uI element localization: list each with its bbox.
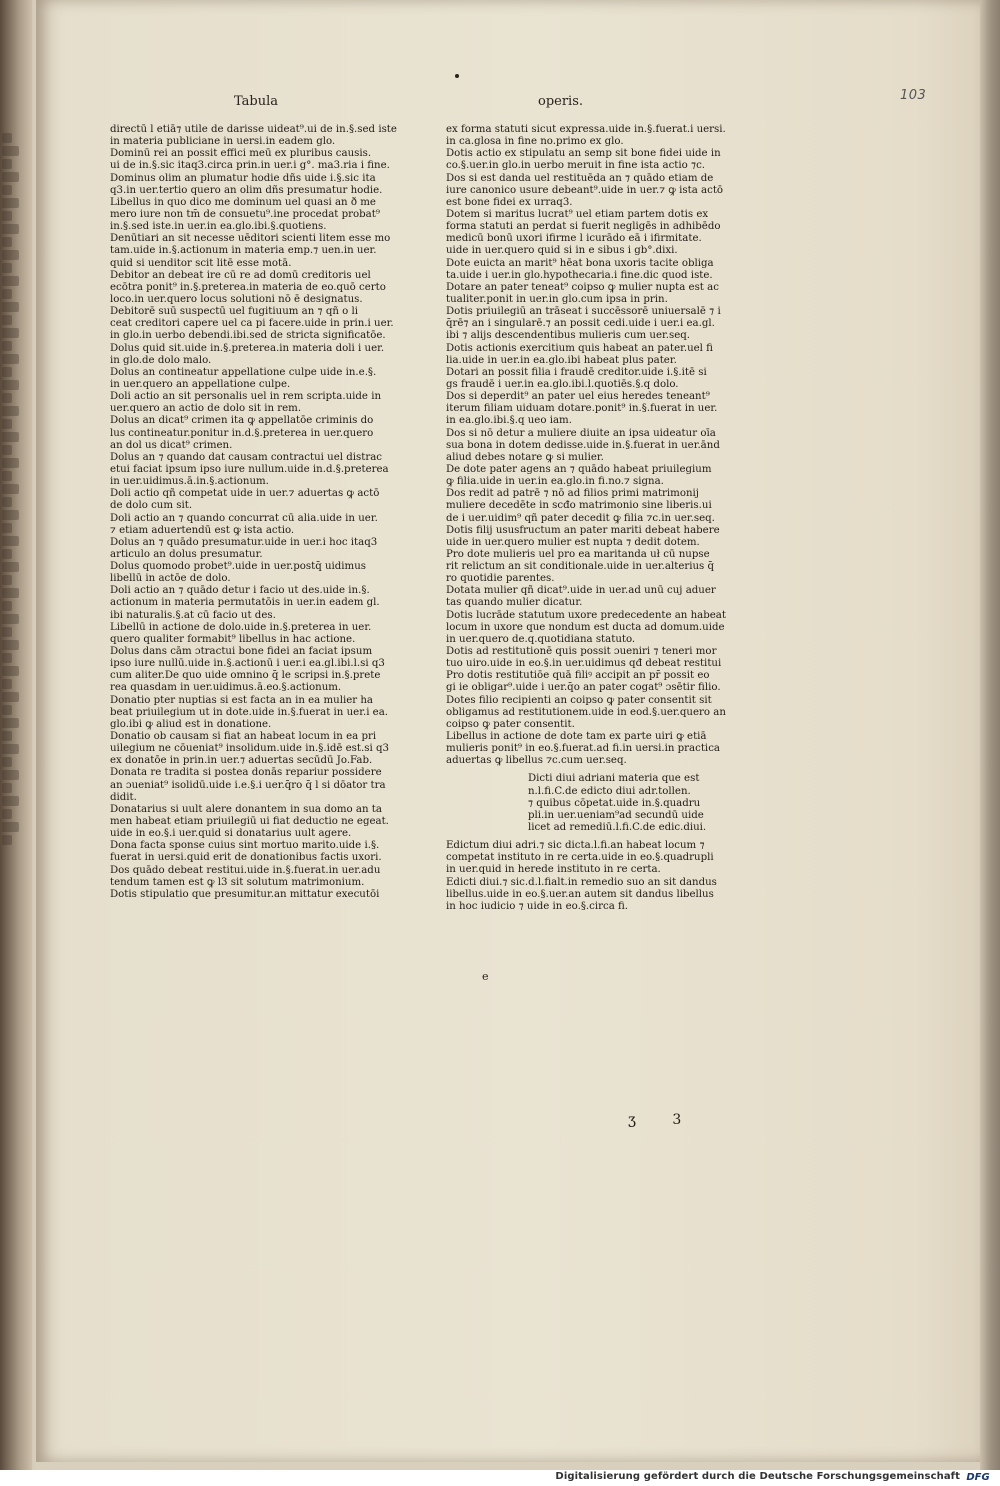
- text-line: uide in eo.§.i uer.quid si donatarius uult agere.: [110, 828, 352, 840]
- text-line: rit relictum an sit conditionale.uide in uer.alterius q̄: [446, 561, 715, 573]
- text-line: ꝙ filia.uide in uer.in ea.glo.in fi.no.⁊ signa.: [446, 476, 664, 488]
- text-line: De dote pater agens an ⁊ quādo habeat priuilegium: [446, 463, 712, 475]
- text-line: in.§.sed iste.in uer.in ea.glo.ibi.§.quotiens.: [110, 221, 327, 233]
- text-line: obligamus ad restitutionem.uide in eod.§.uer.quero an: [446, 706, 726, 718]
- text-line: sua bona in dotem dedisse.uide in.§.fuerat in uer.ānd: [446, 439, 720, 451]
- text-line: pli.in uer.ueniam⁹ad secundū uide: [528, 809, 704, 821]
- text-line: Dominū rei an possit effici meū ex pluribus causis.: [110, 148, 372, 160]
- text-line: cum aliter.De quo uide omnino q̄ le scripsi in.§.prete: [110, 670, 381, 682]
- text-line: glo.ibi ꝙ aliud est in donatione.: [110, 718, 272, 730]
- text-line: de i uer.uidim⁹ qñ pater decedit ꝙ filia ⁊c.in uer.seq.: [446, 512, 715, 524]
- text-line: Dotis ad restitutionē quis possit ɔueniri ⁊ teneri mor: [446, 646, 717, 658]
- folio-number: 103: [900, 88, 927, 103]
- text-line: est bone fidei ex urraq3.: [446, 196, 573, 208]
- text-line: Dicti diui adriani materia que est: [528, 773, 700, 785]
- text-line: uer.quero an actio de dolo sit in rem.: [110, 403, 302, 415]
- text-line: men habeat etiam priuilegiū ui fiat deductio ne egeat.: [110, 816, 389, 828]
- text-line: loco.in uer.quero locus solutioni nō ē designatus.: [110, 293, 363, 305]
- text-line: in hoc iudicio ⁊ uide in eo.§.circa fi.: [446, 900, 629, 912]
- text-line: Donatio pter nuptias si est facta an in ea mulier ha: [110, 694, 373, 706]
- text-line: Dotari an possit filia i fraudē creditor.uide i.§.itē si: [446, 366, 707, 378]
- text-line: quero qualiter formabit⁹ libellus in hac actione.: [110, 633, 356, 645]
- text-line: Pro dote mulieris uel pro ea maritanda uł cū nupse: [446, 548, 710, 560]
- text-line: Dotare an pater teneat⁹ coipso ꝙ mulier nupta est ac: [446, 281, 719, 293]
- text-line: lia.uide in uer.in ea.glo.ibi habeat plus pater.: [446, 354, 677, 366]
- text-line: Dolus an ⁊ quādo presumatur.uide in uer.i hoc itaq3: [110, 536, 378, 548]
- text-line: directū l etiā⁊ utile de darisse uideat⁹.ui de in.§.sed iste: [110, 124, 397, 135]
- left-page-edge: [0, 0, 32, 1470]
- text-line: didit.: [110, 791, 137, 803]
- running-header-left: Tabula: [234, 94, 279, 109]
- text-line: an ɔueniat⁹ isolidū.uide i.e.§.i uer.q̄ro q̄ l si dōator tra: [110, 779, 386, 791]
- text-line: Debitor an debeat ire cū re ad domū creditoris uel: [110, 269, 371, 281]
- text-line: an dol us dicat⁹ crimen.: [110, 439, 233, 451]
- text-line: iure canonico usure debeant⁹.uide in uer.⁊ ꝙ ista actō: [446, 184, 724, 196]
- text-line: medicū bonū uxori ifirme l icurādo eā i ifirmitate.: [446, 233, 702, 245]
- text-line: Dotem si maritus lucrat⁹ uel etiam partem dotis ex: [446, 208, 709, 220]
- text-line: Dotis lucrāde statutum uxore predecedente an habeat: [446, 609, 726, 621]
- text-line: aduertas ꝙ libellus ⁊c.cum uer.seq.: [446, 755, 627, 767]
- text-line: forma statuti an perdat si fuerit negligēs in adhibēdo: [446, 221, 721, 233]
- text-line: iterum filiam uiduam dotare.ponit⁹ in.§.fuerat in uer.: [446, 403, 718, 415]
- text-line: in materia publiciane in uersi.in eadem glo.: [110, 136, 336, 148]
- running-header-right: operis.: [538, 94, 584, 109]
- text-line: Doli actio an ⁊ quando concurrat cū alia.uide in uer.: [110, 512, 378, 524]
- text-line: etui faciat ipsum ipso iure nullum.uide in.d.§.preterea: [110, 463, 389, 475]
- text-line: Dolus an dicat⁹ crimen ita ꝙ appellatōe criminis do: [110, 415, 374, 427]
- text-line: beat priuilegium ut in dote.uide in.§.fuerat in uer.i ea.: [110, 706, 389, 718]
- text-line: in uer.quero an appellatione culpe.: [110, 378, 291, 390]
- right-page-edge: [980, 0, 1000, 1470]
- text-line: Debitorē suū suspectū uel fugitiuum an ⁊ qñ o li: [110, 306, 359, 318]
- text-line: fuerat in uersi.quid erit de donationibus factis uxori.: [110, 852, 382, 864]
- dfg-logo: DFG: [966, 1472, 990, 1483]
- text-line: Denūtiari an sit necesse uēditori scienti litem esse mo: [110, 233, 391, 245]
- text-line: mulieris ponit⁹ in eo.§.fuerat.ad fi.in uersi.in practica: [446, 743, 720, 755]
- text-line: Dominus olim an plumatur hodie dñs uide i.§.sic ita: [110, 172, 376, 184]
- text-line: Dos si nō detur a muliere diuite an ipsa uideatur oīa: [446, 427, 716, 439]
- text-line: Dos quādo debeat restitui.uide in.§.fuerat.in uer.adu: [110, 864, 381, 876]
- right-text-column: [446, 124, 726, 913]
- text-line: de dolo cum sit.: [110, 500, 193, 512]
- text-line: Dos redit ad patrē ⁊ nō ad filios primi matrimonij: [446, 488, 699, 500]
- text-line: Donatio ob causam si fiat an habeat locum in ea pri: [110, 731, 377, 743]
- text-line: Edicti diui.⁊ sic.d.l.fialt.in remedio suo an sit dandus: [446, 876, 717, 888]
- text-line: tam.uide in.§.actionum in materia emp.⁊ uen.in uer.: [110, 245, 377, 257]
- text-line: ui de in.§.sic itaq3.circa prin.in uer.i g°. ma3.ria i fine.: [110, 160, 390, 172]
- text-line: libellus.uide in eo.§.uer.an autem sit dandus libellus: [446, 888, 714, 900]
- text-line: uide in uer.quero quid si in e sibus i gb°.dixi.: [446, 245, 678, 257]
- text-line: Dotes filio recipienti an coipso ꝙ pater consentit sit: [446, 694, 712, 706]
- text-line: actionum in materia permutatōis in uer.in eadem gl.: [110, 597, 380, 609]
- left-text-column: [110, 124, 410, 901]
- text-line: Donatarius si uult alere donantem in sua domo an ta: [110, 803, 382, 815]
- text-line: rea quasdam in uer.uidimus.ā.eo.§.actionum.: [110, 682, 342, 694]
- text-line: mero iure non tm̄ de consuetu⁹.ine procedat probat⁹: [110, 208, 380, 220]
- text-line: Libellus in actione de dote tam ex parte uiri ꝙ etiā: [446, 731, 707, 743]
- text-line: Dotis actio ex stipulatu an semp sit bone fidei uide in: [446, 148, 721, 160]
- text-line: co.§.uer.in glo.in uerbo meruit in fine ista actio ⁊c.: [446, 160, 706, 172]
- text-line: gs fraudē i uer.in ea.glo.ibi.l.quotiēs.§.q dolo.: [446, 378, 679, 390]
- text-line: ro quotidie parentes.: [446, 573, 555, 585]
- text-line: Dotis filij ususfructum an pater mariti debeat habere: [446, 524, 720, 536]
- text-line: Dos si est danda uel restituēda an ⁊ quādo etiam de: [446, 172, 714, 184]
- left-edge-bleed-text: [2, 130, 28, 850]
- text-line: muliere decedēte in scđo matrimonio sine liberis.ui: [446, 500, 712, 512]
- text-line: in glo.in uerbo debendi.ibi.sed de stricta significatōe.: [110, 330, 386, 342]
- text-line: in uer.quero de.q.quotidiana statuto.: [446, 633, 636, 645]
- text-line: ibi naturalis.§.at cū facio ut des.: [110, 609, 276, 621]
- text-line: Dotis priuilegiū an trāseat i succēssorē uniuersalē ⁊ i: [446, 306, 721, 318]
- text-line: ecōtra ponit⁹ in.§.preterea.in materia de eo.quō certo: [110, 281, 386, 293]
- header-dot: [455, 74, 459, 78]
- text-line: competat instituto in re certa.uide in eo.§.quadrupli: [446, 852, 714, 864]
- text-line: tendum tamen est ꝙ l3 sit solutum matrimonium.: [110, 876, 365, 888]
- text-line: ⁊ etiam aduertendū est ꝙ ista actio.: [110, 524, 295, 536]
- text-line: quid si uenditor scit litē esse motā.: [110, 257, 292, 269]
- text-line: tualiter.ponit in uer.in glo.cum ipsa in prin.: [446, 293, 668, 305]
- text-line: in glo.de dolo malo.: [110, 354, 212, 366]
- text-line: Dolus an contineatur appellatione culpe uide in.e.§.: [110, 366, 377, 378]
- footer-credit: Digitalisierung gefördert durch die Deutsche Forschungsgemeinschaft: [555, 1471, 960, 1482]
- text-line: Pro dotis restitutiōe quā filiꝰ accipit an pr̄ possit eo: [446, 670, 710, 682]
- text-line: lus contineatur.ponitur in.d.§.preterea in uer.quero: [110, 427, 374, 439]
- text-line: Dolus quid sit.uide in.§.preterea.in materia doli i uer.: [110, 342, 385, 354]
- text-line: Doli actio an sit personalis uel in rem scripta.uide in: [110, 391, 382, 403]
- text-line: ta.uide i uer.in glo.hypothecaria.i fine.dic quod iste.: [446, 269, 713, 281]
- text-line: licet ad remediū.l.fi.C.de edic.diui.: [528, 822, 707, 834]
- text-line: Dotis stipulatio que presumitur.an mittatur executōi: [110, 888, 380, 900]
- text-line: libellū in actōe de dolo.: [110, 573, 231, 585]
- text-line: q3.in uer.tertio quero an olim dñs presumatur hodie.: [110, 184, 383, 196]
- text-line: in uer.uidimus.ā.in.§.actionum.: [110, 476, 269, 488]
- text-line: ⁊ quibus cōpetat.uide in.§.quadru: [528, 797, 701, 809]
- text-line: Dotis actionis exercitium quis habeat an pater.uel fi: [446, 342, 713, 354]
- text-line: Dolus an ⁊ quando dat causam contractui uel distrac: [110, 451, 382, 463]
- text-line: tuo uiro.uide in eo.§.in uer.uidimus qđ debeat restitui: [446, 658, 722, 670]
- text-line: tas quando mulier dicatur.: [446, 597, 583, 609]
- text-line: aliud debes notare ꝙ si mulier.: [446, 451, 604, 463]
- marginal-letter: e: [482, 970, 489, 983]
- text-line: articulo an dolus presumatur.: [110, 548, 263, 560]
- text-line: ex donatōe in prin.in uer.⁊ aduertas secūdū Jo.Fab.: [110, 755, 373, 767]
- text-line: Doli actio an ⁊ quādo detur i facio ut des.uide in.§.: [110, 585, 370, 597]
- text-line: coipso ꝙ pater consentit.: [446, 718, 575, 730]
- text-line: Dolus dans cām ɔtractui bone fidei an faciat ipsum: [110, 646, 373, 658]
- text-line: gi ie obligar⁹.uide i uer.q̄o an pater cogat⁹ ɔsētir filio.: [446, 682, 721, 694]
- text-line: in ea.glo.ibi.§.q ueo iam.: [446, 415, 572, 427]
- text-line: q̄rē⁊ an i singularē.⁊ an possit cedi.uide i uer.i ea.gl.: [446, 318, 715, 330]
- text-line: Dos si deperdit⁹ an pater uel eius heredes teneant⁹: [446, 391, 710, 403]
- signature-mark: ʒ 3: [628, 1112, 698, 1128]
- text-line: Doli actio qñ competat uide in uer.⁊ aduertas ꝙ actō: [110, 488, 380, 500]
- text-line: Dotata mulier qñ dicat⁹.uide in uer.ad unū cuj aduer: [446, 585, 716, 597]
- text-line: in uer.quid in herede instituto in re certa.: [446, 864, 661, 876]
- text-line: Donata re tradita si postea donās repariur possidere: [110, 767, 382, 779]
- text-line: Edictum diui adri.⁊ sic dicta.l.fi.an habeat locum ⁊: [446, 840, 705, 852]
- text-line: uilegium ne cōueniat⁹ insolidum.uide in.§.idē est.si q3: [110, 743, 389, 755]
- text-line: ibi ⁊ alijs descendentibus mulieris cum uer.seq.: [446, 330, 691, 342]
- text-line: Dote euicta an marit⁹ hēat bona uxoris tacite obliga: [446, 257, 714, 269]
- text-line: ipso iure nullū.uide in.§.actionū i uer.i ea.gl.ibi.l.si q3: [110, 658, 385, 670]
- text-line: ex forma statuti sicut expressa.uide in.§.fuerat.i uersi.: [446, 124, 726, 135]
- text-line: Dona facta sponse cuius sint mortuo marito.uide i.§.: [110, 840, 380, 852]
- text-line: uide in uer.quero mulier est nupta ⁊ dedit dotem.: [446, 536, 700, 548]
- text-line: Libellus in quo dico me dominum uel quasi an ð me: [110, 196, 376, 208]
- text-line: Libellū in actione de dolo.uide in.§.preterea in uer.: [110, 621, 372, 633]
- text-line: ceat creditori capere uel ca pi facere.uide in prin.i uer.: [110, 318, 394, 330]
- text-line: n.l.fi.C.de edicto diui adr.tollen.: [528, 785, 691, 797]
- text-line: in ca.glosa in fine no.primo ex glo.: [446, 136, 624, 148]
- text-line: locum in uxore que nondum est ducta ad domum.uide: [446, 621, 725, 633]
- text-line: Dolus quomodo probet⁹.uide in uer.postq̄ uidimus: [110, 561, 367, 573]
